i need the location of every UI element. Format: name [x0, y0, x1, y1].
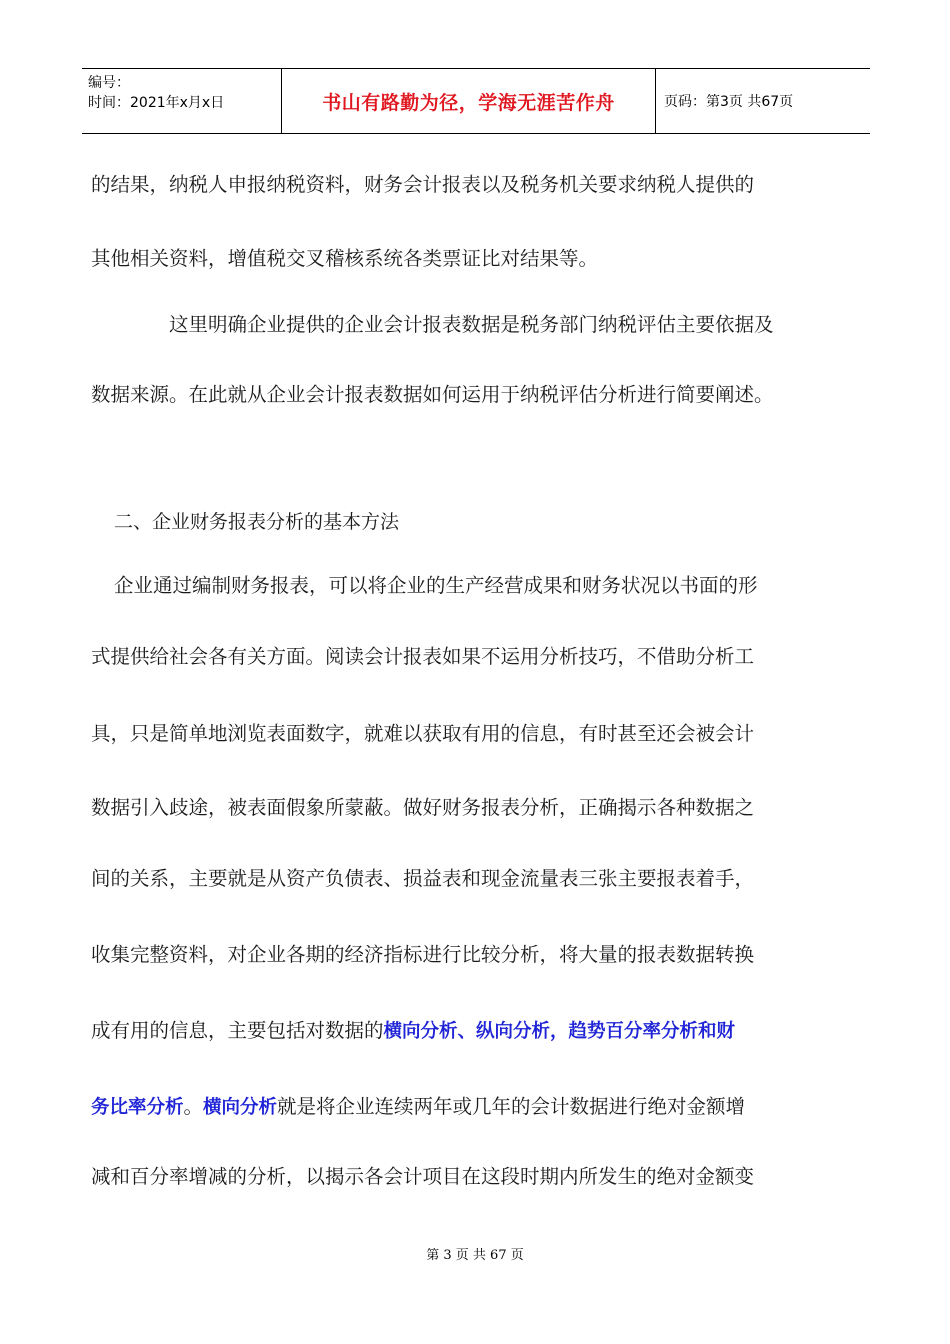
header-page-info: 页码：第3页 共67页 [664, 94, 794, 110]
highlighted-analysis-terms: 务比率分析 [91, 1097, 184, 1118]
section-heading: 二、企业财务报表分析的基本方法 [114, 511, 400, 533]
paragraph-line: 企业通过编制财务报表，可以将企业的生产经营成果和财务状况以书面的形 [114, 574, 758, 597]
header-meta-cell [82, 69, 282, 133]
line-text-plain: 就是将企业连续两年或几年的会计数据进行绝对金额增 [277, 1095, 746, 1118]
paragraph-line: 式提供给社会各有关方面。阅读会计报表如果不运用分析技巧，不借助分析工 [91, 645, 755, 668]
line-text-plain: 。 [183, 1095, 204, 1118]
header-motto: 书山有路勤为径，学海无涯苦作舟 [282, 69, 656, 133]
paragraph-line: 数据来源。在此就从企业会计报表数据如何运用于纳税评估分析进行简要阐述。 [91, 383, 774, 406]
paragraph-line: 数据引入歧途，被表面假象所蒙蔽。做好财务报表分析，正确揭示各种数据之 [91, 796, 755, 819]
line-text-plain: 成有用的信息，主要包括对数据的 [91, 1019, 384, 1042]
paragraph-line [91, 1017, 861, 1046]
paragraph-line: 这里明确企业提供的企业会计报表数据是税务部门纳税评估主要依据及 [169, 313, 774, 336]
highlighted-term-horizontal-analysis: 横向分析 [203, 1097, 278, 1118]
document-number-label: 编号： [88, 75, 130, 91]
paragraph-line: 收集完整资料，对企业各期的经济指标进行比较分析，将大量的报表数据转换 [91, 943, 755, 966]
highlighted-analysis-terms: 横向分析、纵向分析，趋势百分率分析和财 [383, 1021, 736, 1042]
document-time-label: 时间：2021年x月x日 [88, 95, 225, 111]
page-footer: 第 3 页 共 67 页 [426, 1248, 524, 1263]
paragraph-line: 间的关系，主要就是从资产负债表、损益表和现金流量表三张主要报表着手， [91, 867, 755, 890]
paragraph-line: 的结果，纳税人申报纳税资料，财务会计报表以及税务机关要求纳税人提供的 [91, 173, 755, 196]
paragraph-line [91, 1093, 861, 1122]
paragraph-line: 其他相关资料，增值税交叉稽核系统各类票证比对结果等。 [91, 247, 599, 270]
paragraph-line: 具，只是简单地浏览表面数字，就难以获取有用的信息，有时甚至还会被会计 [91, 722, 755, 745]
document-header [82, 68, 870, 134]
paragraph-line: 减和百分率增减的分析，以揭示各会计项目在这段时期内所发生的绝对金额变 [91, 1165, 755, 1188]
